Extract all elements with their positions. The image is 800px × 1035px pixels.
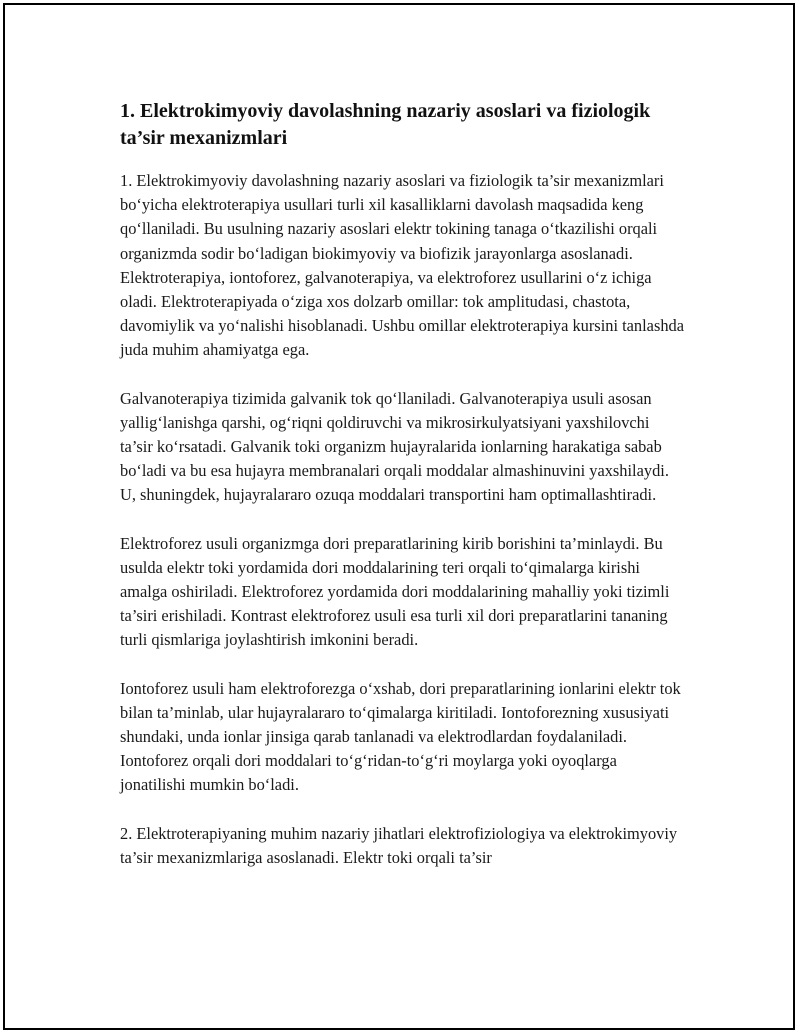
- document-page: [3, 3, 795, 1030]
- paragraph-section-2: 2. Elektroterapiyaning muhim nazariy jihatlari elektrofiziologiya va elektrokimyoviy ta’sir mexanizmlariga asoslanadi. Elektr toki orqali ta’sir: [120, 823, 678, 867]
- section-heading: 1. Elektrokimyoviy davolashning nazariy asoslari va fiziologik ta’sir mexanizmlari: [120, 100, 651, 149]
- document-content: [120, 98, 685, 894]
- document-body: [120, 169, 685, 870]
- paragraph-galvanotherapy: Galvanoterapiya tizimida galvanik tok qo‘llaniladi. Galvanoterapiya usuli asosan yallig‘lanishga qarshi, og‘riqni qoldiruvchi va mikrosirkulyatsiyani yaxshilovchi ta’sir ko‘rsatadi. Galvanik toki organizm hujayralarida ionlarning harakatiga sabab bo‘ladi va bu esa hujayra membranalari orqali moddalar almashinuvini yaxshilaydi. U, shuningdek, hujayralararo ozuqa moddalari transportini ham optimallashtiradi.: [120, 388, 669, 505]
- paragraph-electrophoresis: Elektroforez usuli organizmga dori preparatlarining kirib borishini ta’minlaydi. Bu usulda elektr toki yordamida dori moddalarining teri orqali to‘qimalarga kirishi amalga oshiriladi. Elektroforez yordamida dori moddalarining mahalliy yoki tizimli ta’siri erishiladi. Kontrast elektroforez usuli esa turli xil dori preparatlarini tananing turli qismlariga joylashtirish imkonini beradi.: [120, 533, 670, 650]
- paragraph-intro: 1. Elektrokimyoviy davolashning nazariy asoslari va fiziologik ta’sir mexanizmlari bo‘yicha elektroterapiya usullari turli xil kasalliklarni davolash maqsadida keng qo‘llaniladi. Bu usulning nazariy asoslari elektr tokining tanaga o‘tkazilishi orqali organizmda sodir bo‘ladigan biokimyoviy va biofizik jarayonlarga asoslanadi. Elektroterapiya, iontoforez, galvanoterapiya, va elektroforez usullarini o‘z ichiga oladi. Elektroterapiyada o‘ziga xos dolzarb omillar: tok amplitudasi, chastota, davomiylik va yo‘nalishi hisoblanadi. Ushbu omillar elektroterapiya kursini tanlashda juda muhim ahamiyatga ega.: [120, 171, 684, 360]
- paragraph-iontophoresis: Iontoforez usuli ham elektroforezga o‘xshab, dori preparatlarining ionlarini elektr tok bilan ta’minlab, ular hujayralararo to‘qimalarga kiritiladi. Iontoforezning xususiyati shundaki, unda ionlar jinsiga qarab tanlanadi va elektrodlardan foydalaniladi. Iontoforez orqali dori moddalari to‘g‘ridan-to‘g‘ri moylarga yoki oyoqlarga jonatilishi mumkin bo‘ladi.: [120, 678, 681, 795]
